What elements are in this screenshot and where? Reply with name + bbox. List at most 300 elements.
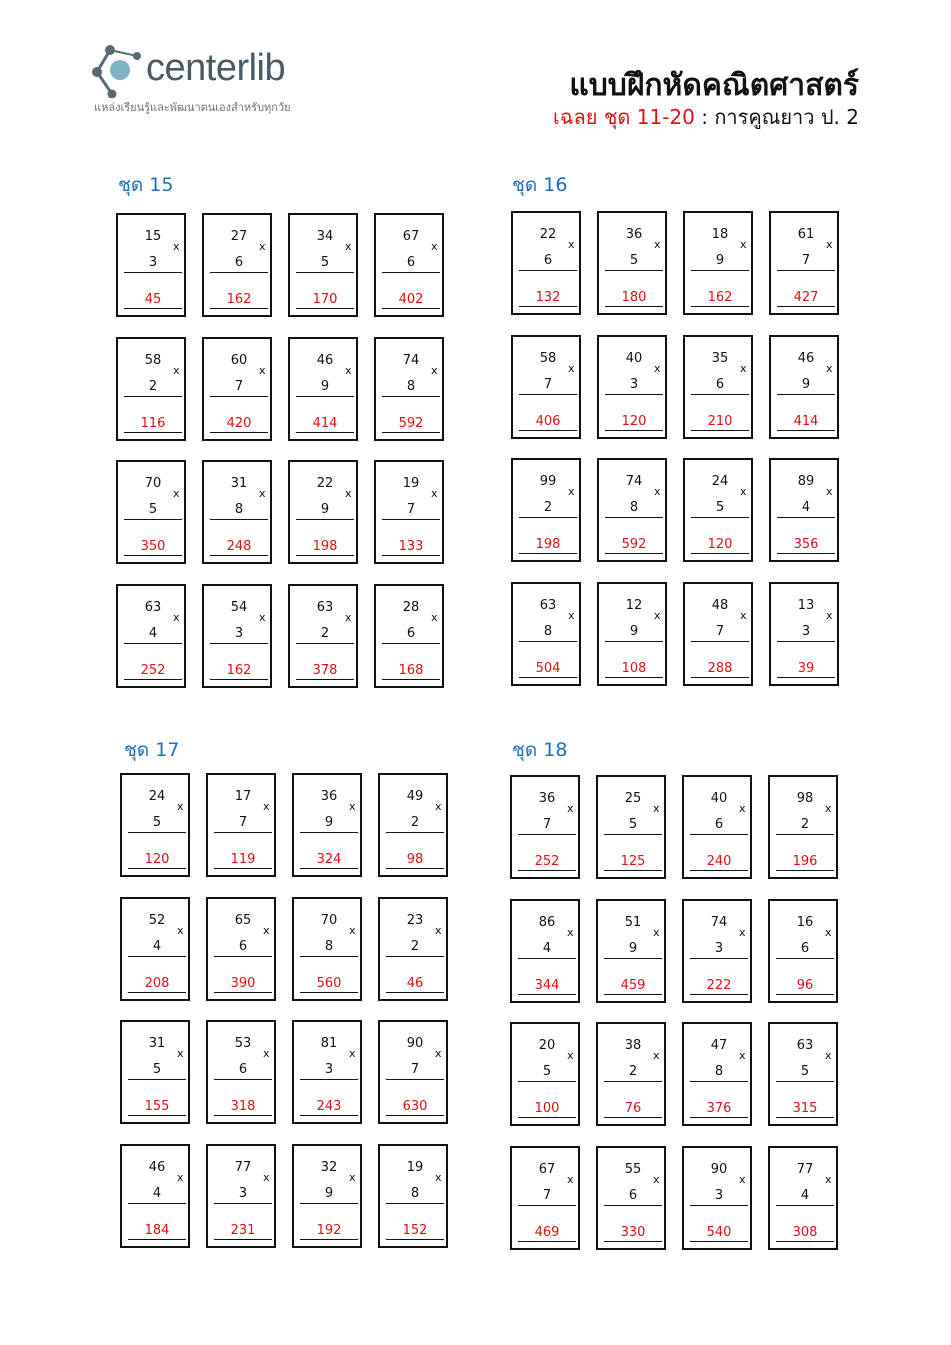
answer: 198 [535, 537, 561, 552]
rule-line [776, 1081, 834, 1082]
answer-underline [777, 430, 835, 431]
multiply-sign: x [567, 1173, 574, 1186]
answer: 162 [707, 290, 733, 305]
multiply-sign: x [177, 1171, 184, 1184]
answer: 324 [316, 852, 342, 867]
problem-card [374, 337, 444, 441]
multiplier: 3 [148, 255, 158, 270]
multiplicand: 67 [402, 229, 420, 244]
answer: 540 [706, 1225, 732, 1240]
multiplier: 2 [410, 815, 420, 830]
multiplier: 8 [324, 939, 334, 954]
multiplier: 6 [406, 626, 416, 641]
rule-line [128, 1079, 186, 1080]
rule-line [382, 519, 440, 520]
multiply-sign: x [259, 364, 266, 377]
multiplier: 9 [715, 253, 725, 268]
problem-card [374, 213, 444, 317]
multiplicand: 74 [710, 915, 728, 930]
answer: 192 [316, 1223, 342, 1238]
answer-underline [518, 994, 576, 995]
multiply-sign: x [740, 485, 747, 498]
multiplier: 5 [542, 1064, 552, 1079]
problem-card [683, 335, 753, 439]
answer-underline [386, 1239, 444, 1240]
rule-line [605, 394, 663, 395]
multiplicand: 36 [625, 227, 643, 242]
multiplier: 9 [324, 1186, 334, 1201]
rule-line [210, 272, 268, 273]
multiplicand: 55 [624, 1162, 642, 1177]
multiplier: 7 [542, 817, 552, 832]
multiply-sign: x [568, 238, 575, 251]
answer-underline [214, 868, 272, 869]
multiply-sign: x [825, 1173, 832, 1186]
multiplicand: 58 [144, 353, 162, 368]
multiplicand: 34 [316, 229, 334, 244]
multiplier: 5 [800, 1064, 810, 1079]
rule-line [386, 832, 444, 833]
problem-card [597, 458, 667, 562]
multiplier: 5 [320, 255, 330, 270]
set-label-18: ชุด 18 [512, 739, 568, 761]
multiplier: 5 [628, 817, 638, 832]
multiply-sign: x [173, 240, 180, 253]
multiply-sign: x [263, 924, 270, 937]
rule-line [382, 396, 440, 397]
problem-card [597, 211, 667, 315]
answer: 356 [793, 537, 819, 552]
answer-underline [300, 1239, 358, 1240]
problem-card [288, 337, 358, 441]
answer-underline [776, 1241, 834, 1242]
multiply-sign: x [825, 802, 832, 815]
multiplicand: 40 [710, 791, 728, 806]
multiply-sign: x [173, 611, 180, 624]
problem-card [510, 1146, 580, 1250]
multiply-sign: x [740, 362, 747, 375]
rule-line [605, 641, 663, 642]
multiplier: 8 [406, 379, 416, 394]
multiply-sign: x [653, 926, 660, 939]
rule-line [124, 272, 182, 273]
problem-card [378, 897, 448, 1001]
answer-underline [386, 992, 444, 993]
answer-underline [518, 1117, 576, 1118]
logo-tagline: แหล่งเรียนรู้และพัฒนาตนเองสำหรับทุกวัย [94, 101, 291, 114]
multiplicand: 74 [625, 474, 643, 489]
multiplier: 6 [714, 817, 724, 832]
rule-line [690, 1081, 748, 1082]
answer-set-range: เฉลย ชุด 11-20 [553, 105, 695, 129]
problem-card [597, 582, 667, 686]
multiplicand: 54 [230, 600, 248, 615]
answer: 76 [624, 1101, 642, 1116]
answer-underline [690, 994, 748, 995]
multiply-sign: x [177, 800, 184, 813]
problem-card [288, 460, 358, 564]
answer: 414 [793, 414, 819, 429]
answer-underline [691, 677, 749, 678]
multiplier: 7 [238, 815, 248, 830]
multiply-sign: x [345, 487, 352, 500]
answer: 592 [398, 416, 424, 431]
logo-wordmark: centerlib [146, 47, 286, 89]
rule-line [518, 834, 576, 835]
multiplier: 9 [320, 502, 330, 517]
answer: 420 [226, 416, 252, 431]
rule-line [210, 519, 268, 520]
multiplier: 4 [148, 626, 158, 641]
multiplicand: 36 [320, 789, 338, 804]
problem-card [682, 1146, 752, 1250]
multiplier: 6 [238, 939, 248, 954]
answer-underline [605, 430, 663, 431]
problem-card [511, 458, 581, 562]
multiplicand: 31 [230, 476, 248, 491]
answer-underline [519, 553, 577, 554]
multiply-sign: x [259, 487, 266, 500]
multiplicand: 31 [148, 1036, 166, 1051]
answer: 414 [312, 416, 338, 431]
multiplier: 4 [801, 500, 811, 515]
rule-line [519, 270, 577, 271]
problem-card [769, 335, 839, 439]
answer-underline [777, 306, 835, 307]
multiplier: 3 [714, 941, 724, 956]
multiply-sign: x [263, 1171, 270, 1184]
answer: 125 [620, 854, 646, 869]
multiplier: 7 [406, 502, 416, 517]
multiplier: 9 [801, 377, 811, 392]
rule-line [300, 956, 358, 957]
rule-line [777, 394, 835, 395]
multiplier: 4 [542, 941, 552, 956]
problem-card [682, 899, 752, 1003]
answer-underline [691, 430, 749, 431]
problem-card [511, 582, 581, 686]
answer: 427 [793, 290, 819, 305]
multiplier: 7 [543, 377, 553, 392]
rule-line [776, 1205, 834, 1206]
multiply-sign: x [826, 609, 833, 622]
answer: 308 [792, 1225, 818, 1240]
multiply-sign: x [825, 926, 832, 939]
multiply-sign: x [739, 926, 746, 939]
answer-underline [296, 432, 354, 433]
multiplier: 6 [715, 377, 725, 392]
multiply-sign: x [826, 362, 833, 375]
multiply-sign: x [739, 1049, 746, 1062]
multiplier: 6 [800, 941, 810, 956]
problem-card [511, 335, 581, 439]
multiplicand: 32 [320, 1160, 338, 1175]
multiplier: 7 [542, 1188, 552, 1203]
multiplier: 3 [238, 1186, 248, 1201]
answer-underline [691, 306, 749, 307]
multiply-sign: x [740, 238, 747, 251]
answer-underline [604, 1117, 662, 1118]
multiplicand: 63 [144, 600, 162, 615]
multiplier: 2 [410, 939, 420, 954]
multiplier: 9 [320, 379, 330, 394]
multiplier: 5 [152, 1062, 162, 1077]
rule-line [519, 394, 577, 395]
page-title: แบบฝึกหัดคณิตศาสตร์ [569, 68, 859, 103]
multiply-sign: x [739, 802, 746, 815]
multiplier: 7 [715, 624, 725, 639]
multiplicand: 46 [797, 351, 815, 366]
multiplier: 2 [320, 626, 330, 641]
rule-line [691, 270, 749, 271]
answer-underline [691, 553, 749, 554]
multiplicand: 22 [539, 227, 557, 242]
answer-underline [124, 555, 182, 556]
multiplicand: 58 [539, 351, 557, 366]
multiplicand: 90 [406, 1036, 424, 1051]
multiply-sign: x [177, 924, 184, 937]
multiplicand: 70 [320, 913, 338, 928]
answer: 330 [620, 1225, 646, 1240]
centerlib-logo [92, 40, 352, 120]
problem-card [510, 1022, 580, 1126]
problem-card [768, 1146, 838, 1250]
multiplicand: 99 [539, 474, 557, 489]
multiplicand: 23 [406, 913, 424, 928]
rule-line [128, 1203, 186, 1204]
multiplicand: 60 [230, 353, 248, 368]
multiplicand: 65 [234, 913, 252, 928]
problem-card [682, 1022, 752, 1126]
problem-card [116, 460, 186, 564]
multiplicand: 74 [402, 353, 420, 368]
multiply-sign: x [177, 1047, 184, 1060]
rule-line [776, 958, 834, 959]
answer: 168 [398, 663, 424, 678]
multiplicand: 63 [796, 1038, 814, 1053]
multiplier: 3 [234, 626, 244, 641]
multiplier: 7 [801, 253, 811, 268]
answer-underline [382, 679, 440, 680]
answer: 248 [226, 539, 252, 554]
multiply-sign: x [431, 487, 438, 500]
rule-line [691, 641, 749, 642]
problem-card [120, 1020, 190, 1124]
rule-line [300, 1079, 358, 1080]
rule-line [296, 519, 354, 520]
multiply-sign: x [654, 485, 661, 498]
problem-card [206, 897, 276, 1001]
problem-card [683, 458, 753, 562]
multiplicand: 46 [148, 1160, 166, 1175]
multiply-sign: x [654, 362, 661, 375]
problem-card [378, 1020, 448, 1124]
answer: 222 [706, 978, 732, 993]
multiply-sign: x [739, 1173, 746, 1186]
answer: 46 [406, 976, 424, 991]
multiply-sign: x [435, 1171, 442, 1184]
rule-line [519, 517, 577, 518]
rule-line [214, 1203, 272, 1204]
answer-underline [124, 308, 182, 309]
answer-underline [519, 677, 577, 678]
answer: 318 [230, 1099, 256, 1114]
problem-card [768, 899, 838, 1003]
multiplier: 4 [152, 1186, 162, 1201]
multiplier: 7 [410, 1062, 420, 1077]
answer-underline [210, 555, 268, 556]
multiply-sign: x [568, 609, 575, 622]
multiplier: 8 [629, 500, 639, 515]
answer-underline [777, 677, 835, 678]
multiplicand: 53 [234, 1036, 252, 1051]
answer: 240 [706, 854, 732, 869]
multiplicand: 48 [711, 598, 729, 613]
answer: 210 [707, 414, 733, 429]
answer: 469 [534, 1225, 560, 1240]
rule-line [691, 394, 749, 395]
answer-underline [300, 1115, 358, 1116]
answer: 184 [144, 1223, 170, 1238]
problem-card [769, 582, 839, 686]
multiplier: 6 [234, 255, 244, 270]
multiplicand: 25 [624, 791, 642, 806]
answer: 170 [312, 292, 338, 307]
multiply-sign: x [654, 609, 661, 622]
problem-card [292, 773, 362, 877]
answer-underline [604, 994, 662, 995]
multiplicand: 61 [797, 227, 815, 242]
answer: 252 [140, 663, 166, 678]
rule-line [382, 272, 440, 273]
problem-card [292, 1144, 362, 1248]
rule-line [214, 1079, 272, 1080]
answer-underline [518, 1241, 576, 1242]
rule-line [128, 832, 186, 833]
rule-line [777, 517, 835, 518]
multiplier: 3 [629, 377, 639, 392]
rule-line [386, 956, 444, 957]
rule-line [210, 396, 268, 397]
answer-underline [386, 1115, 444, 1116]
answer: 133 [398, 539, 424, 554]
rule-line [518, 958, 576, 959]
problem-card [120, 773, 190, 877]
answer: 45 [144, 292, 162, 307]
multiplier: 8 [543, 624, 553, 639]
multiplier: 5 [152, 815, 162, 830]
multiply-sign: x [653, 1049, 660, 1062]
rule-line [690, 834, 748, 835]
answer-underline [605, 306, 663, 307]
multiply-sign: x [654, 238, 661, 251]
answer: 592 [621, 537, 647, 552]
multiplicand: 89 [797, 474, 815, 489]
answer: 344 [534, 978, 560, 993]
answer-underline [690, 1241, 748, 1242]
multiplier: 9 [629, 624, 639, 639]
rule-line [386, 1079, 444, 1080]
answer-underline [519, 306, 577, 307]
multiply-sign: x [653, 802, 660, 815]
answer-underline [605, 553, 663, 554]
multiplicand: 28 [402, 600, 420, 615]
answer-underline [124, 679, 182, 680]
answer: 288 [707, 661, 733, 676]
multiplier: 6 [238, 1062, 248, 1077]
answer-underline [690, 870, 748, 871]
multiplicand: 24 [711, 474, 729, 489]
multiplicand: 67 [538, 1162, 556, 1177]
rule-line [214, 832, 272, 833]
answer: 162 [226, 292, 252, 307]
multiply-sign: x [825, 1049, 832, 1062]
answer: 208 [144, 976, 170, 991]
multiplicand: 22 [316, 476, 334, 491]
multiplicand: 38 [624, 1038, 642, 1053]
rule-line [300, 832, 358, 833]
rule-line [776, 834, 834, 835]
multiplicand: 47 [710, 1038, 728, 1053]
answer-underline [604, 1241, 662, 1242]
set-label-17: ชุด 17 [124, 739, 180, 761]
multiplicand: 17 [234, 789, 252, 804]
rule-line [300, 1203, 358, 1204]
answer-underline [300, 868, 358, 869]
answer-underline [128, 868, 186, 869]
multiply-sign: x [435, 924, 442, 937]
answer: 390 [230, 976, 256, 991]
answer: 459 [620, 978, 646, 993]
answer-underline [604, 870, 662, 871]
multiply-sign: x [740, 609, 747, 622]
problem-card [206, 1144, 276, 1248]
answer-underline [214, 1239, 272, 1240]
answer-underline [296, 555, 354, 556]
problem-card [596, 775, 666, 879]
rule-line [777, 641, 835, 642]
multiplier: 5 [629, 253, 639, 268]
multiply-sign: x [345, 364, 352, 377]
rule-line [128, 956, 186, 957]
problem-card [202, 584, 272, 688]
answer-underline [296, 308, 354, 309]
rule-line [690, 958, 748, 959]
problem-card [596, 1022, 666, 1126]
multiplicand: 86 [538, 915, 556, 930]
multiplier: 2 [800, 817, 810, 832]
answer-underline [776, 870, 834, 871]
rule-line [518, 1081, 576, 1082]
problem-card [596, 1146, 666, 1250]
problem-card [116, 213, 186, 317]
multiplicand: 46 [316, 353, 334, 368]
multiplier: 6 [406, 255, 416, 270]
rule-line [296, 643, 354, 644]
problem-card [378, 773, 448, 877]
answer-underline [210, 432, 268, 433]
answer: 132 [535, 290, 561, 305]
multiply-sign: x [349, 924, 356, 937]
multiplicand: 98 [796, 791, 814, 806]
answer: 402 [398, 292, 424, 307]
answer: 350 [140, 539, 166, 554]
problem-card [683, 582, 753, 686]
rule-line [604, 1081, 662, 1082]
multiplier: 4 [152, 939, 162, 954]
multiply-sign: x [826, 485, 833, 498]
problem-card [510, 775, 580, 879]
